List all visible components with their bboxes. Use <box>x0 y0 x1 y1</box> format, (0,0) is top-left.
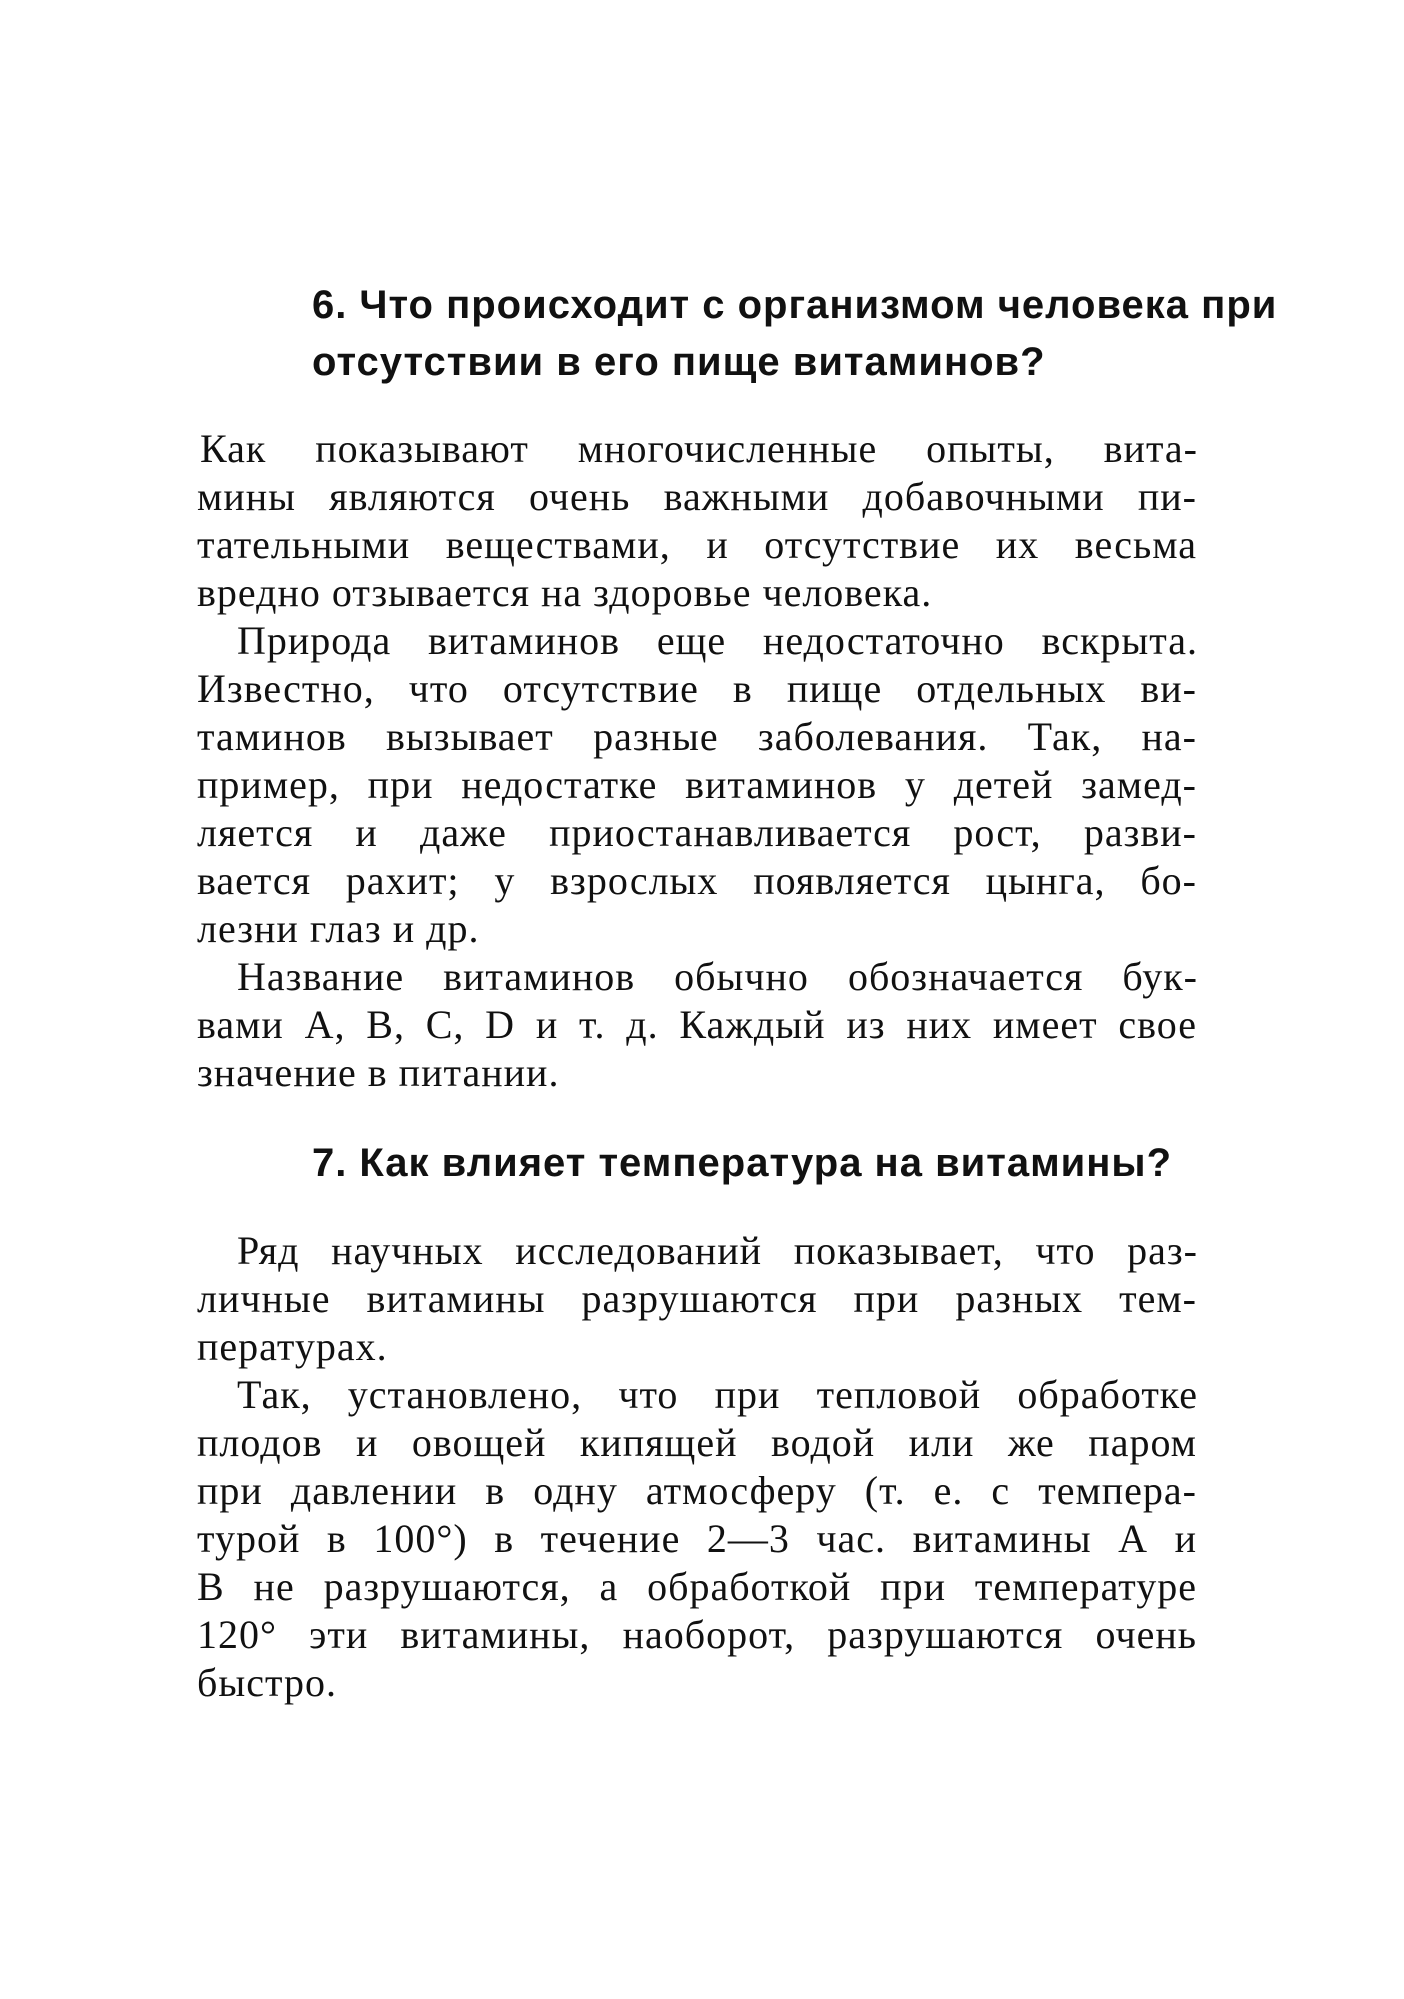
section-6-heading <box>312 283 1277 328</box>
section-7-title: Как влияет температура на витамины? <box>359 1141 1173 1185</box>
section-6-line: пример, при недостатке витаминов у детей замед- <box>197 762 1197 807</box>
section-6-line: Природа витаминов еще недостаточно вскрыта. <box>237 618 1198 663</box>
section-7-line: В не разрушаются, а обработкой при температуре <box>197 1564 1197 1609</box>
section-6-line: мины являются очень важными добавочными пи- <box>197 474 1197 519</box>
section-7-line: личные витамины разрушаются при разных тем- <box>197 1276 1197 1321</box>
section-7-line: Ряд научных исследований показывает, что раз- <box>237 1228 1198 1273</box>
section-6-line: таминов вызывает разные заболевания. Так, на- <box>197 714 1197 759</box>
section-6-title-line-2: отсутствии в его пище витаминов? <box>312 340 1046 384</box>
section-6-line: вами А, В, С, D и т. д. Каждый из них имеет свое <box>197 1002 1197 1047</box>
section-6-line: Название витаминов обычно обозначается бук- <box>237 954 1198 999</box>
section-7-number: 7. <box>312 1141 348 1185</box>
section-6-line: Как показывают многочисленные опыты, вита- <box>200 426 1198 471</box>
section-7-line: быстро. <box>197 1660 337 1705</box>
section-7-line: плодов и овощей кипящей водой или же паром <box>197 1420 1197 1465</box>
section-6-number: 6. <box>312 283 348 327</box>
section-6-line: Известно, что отсутствие в пище отдельных ви- <box>197 666 1197 711</box>
section-6-line: значение в питании. <box>197 1050 560 1095</box>
section-7-line: пературах. <box>197 1324 388 1369</box>
section-6-line: вается рахит; у взрослых появляется цынга, бо- <box>197 858 1197 903</box>
section-6-title-line-1: Что происходит с организмом человека при <box>359 283 1278 327</box>
section-7-line: при давлении в одну атмосферу (т. е. с темпера- <box>197 1468 1197 1513</box>
section-7-heading <box>312 1141 1172 1186</box>
section-6-line: вредно отзывается на здоровье человека. <box>197 570 933 615</box>
section-6-line: ляется и даже приостанавливается рост, разви- <box>197 810 1197 855</box>
section-6-heading-line-2 <box>312 340 1046 385</box>
section-6-line: тательными веществами, и отсутствие их весьма <box>197 522 1197 567</box>
section-7-line: Так, установлено, что при тепловой обработке <box>237 1372 1198 1417</box>
section-6-line: лезни глаз и др. <box>197 906 480 951</box>
section-7-line: 120° эти витамины, наоборот, разрушаются очень <box>197 1612 1197 1657</box>
section-7-line: турой в 100°) в течение 2—3 час. витамины А и <box>197 1516 1197 1561</box>
